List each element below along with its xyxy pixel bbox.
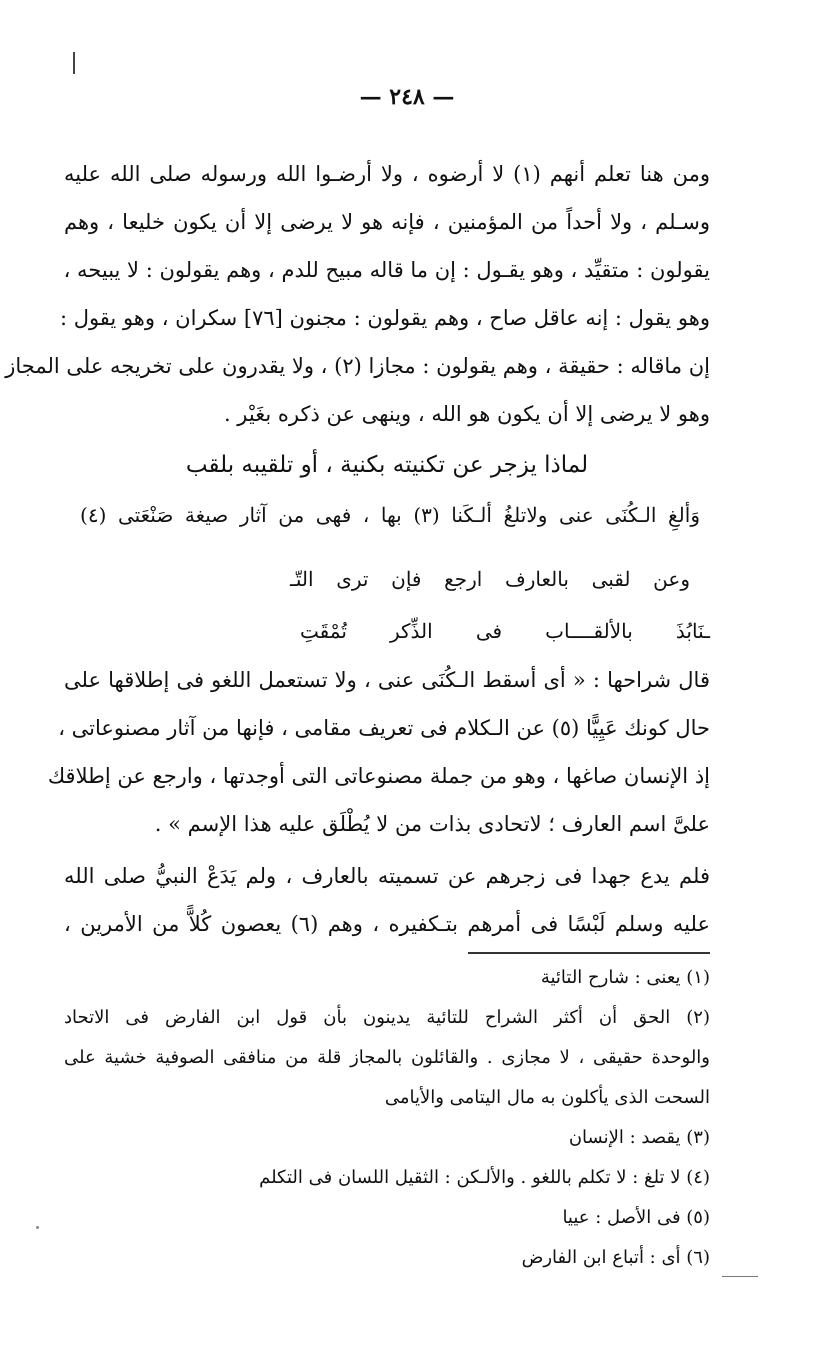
text-line: قال شراحها : « أى أسقط الـكُنَى عنى ، ولا تستعمل اللغو فى إطلاقها على	[64, 668, 710, 692]
footnote: (٥) فى الأصل : عييا	[562, 1207, 710, 1228]
text-line: وهو يقول : إنه عاقل صاح ، وهم يقولون : مجنون [٧٦] سكران ، وهو يقول :	[59, 306, 710, 330]
text-line: عليه وسلم لَبْسًا فى أمرهم بتـكفيره ، وهم (٦) يعصون كُلاًّ من الأمرين ،	[64, 912, 710, 936]
footnote: (١) يعنى : شارح التائية	[540, 967, 710, 988]
text-line: إذ الإنسان صاغها ، وهو من جملة مصنوعاتى التى أوجدتها ، وارجع عن إطلاقك	[47, 764, 710, 788]
footnote: (٦) أى : أتباع ابن الفارض	[521, 1247, 710, 1268]
text-line: يقولون : متقيِّد ، وهو يقـول : إن ما قاله مبيح للدم ، وهم يقولون : لا يبيحه ،	[63, 258, 710, 282]
text-line: فلم يدع جهدا فى زجرهم عن تسميته بالعارف ، ولم يَدَعْ النبيُّ صلى الله	[64, 864, 710, 888]
footnote: (٣) يقصد : الإنسان	[568, 1127, 710, 1148]
text-line: حال كونك عَيِيًّا (٥) عن الـكلام فى تعريف مقامى ، فإنها من آثار مصنوعاتى ،	[58, 716, 710, 740]
margin-mark	[73, 52, 75, 74]
verse-line: وعن لقبى بالعارف ارجع فإن ترى التّـ	[290, 567, 690, 591]
text-line: ومن هنا تعلم أنهم (١) لا أرضوه ، ولا أرضـوا الله ورسوله صلى الله عليه	[64, 162, 710, 186]
footnotes	[64, 958, 710, 1278]
footnote: والوحدة حقيقى ، لا مجازى . والقائلون بالمجاز قلة من منافقى الصوفية خشية على	[64, 1047, 710, 1068]
text-line: علىَّ اسم العارف ؛ لاتحادى بذات من لا يُطْلَق عليه هذا الإسم » .	[154, 812, 710, 836]
text-line: وهو لا يرضى إلا أن يكون هو الله ، وينهى عن ذكره بغَيْر .	[223, 402, 710, 426]
verse-line: وَألغِ الـكُنَى عنى ولاتلغُ ألـكَنا (٣) بها ، فهى من آثار صيغة صَنْعَتى (٤)	[80, 503, 700, 527]
page-number: — ٢٤٨ —	[359, 84, 455, 110]
footnote-separator	[468, 952, 710, 954]
verse-line: ـنَابُذَ بالألقــــاب فى الذِّكر تُمْقَتِ	[300, 619, 710, 643]
text-line: إن ماقاله : حقيقة ، وهم يقولون : مجازا (٢) ، ولا يقدرون على تخريجه على المجاز	[5, 354, 710, 378]
scan-mark	[722, 1276, 758, 1277]
footnote: (٤) لا تلغ : لا تكلم باللغو . والألـكن : الثقيل اللسان فى التكلم	[259, 1167, 710, 1188]
footnote: السحت الذى يأكلون به مال اليتامى والأيامى	[384, 1087, 710, 1108]
scan-speck	[36, 1226, 39, 1229]
paragraph-1	[5, 150, 710, 492]
text-line: وسـلم ، ولا أحداً من المؤمنين ، فإنه هو لا يرضى إلا أن يكون خليعا ، وهم	[64, 210, 710, 234]
section-heading: لماذا يزجر عن تكنيته بكنية ، أو تلقيبه بلقب	[185, 452, 589, 478]
commentary-quote	[47, 656, 710, 848]
footnote: (٢) الحق أن أكثر الشراح للتائية يدينون بأن قول ابن الفارض فى الاتحاد	[64, 1007, 710, 1028]
paragraph-2	[64, 852, 710, 948]
